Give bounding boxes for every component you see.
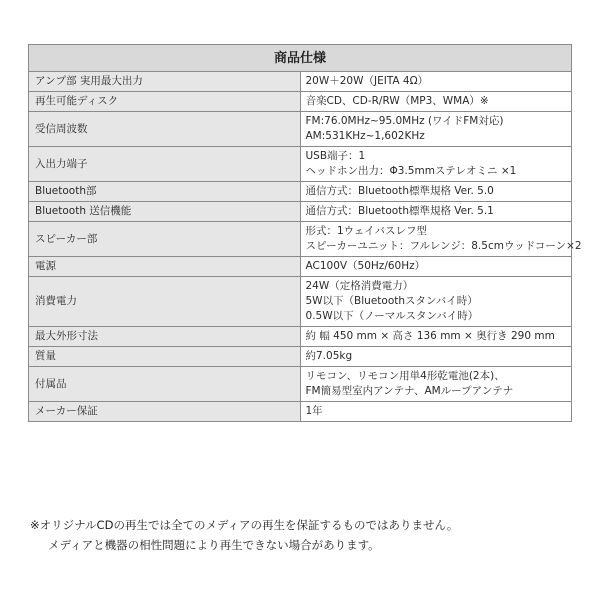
footnote: [30, 515, 575, 555]
footnote-line-2: メディアと機器の相性問題により再生できない場合があります。: [48, 538, 380, 552]
spec-row: [29, 222, 572, 257]
spec-row: [29, 327, 572, 347]
spec-value-line: 0.5W以下（ノーマルスタンバイ時）: [305, 310, 479, 322]
spec-label: Bluetooth 送信機能: [29, 202, 301, 222]
spec-label: メーカー保証: [29, 402, 301, 422]
spec-value: [300, 222, 582, 257]
spec-row: [29, 92, 572, 112]
footnote-line-1: ※オリジナルCDの再生では全てのメディアの再生を保証するものではありません。: [30, 518, 459, 532]
spec-table: [28, 44, 582, 422]
spec-value-line: USB端子：1: [305, 150, 366, 162]
spec-value-line: 1年: [305, 405, 323, 417]
spec-value-line: 通信方式：Bluetooth標準規格 Ver. 5.1: [305, 205, 494, 217]
spec-value-line: 約7.05kg: [305, 350, 353, 362]
spec-value: [300, 202, 572, 222]
spec-value-line: AC100V（50Hz/60Hz）: [305, 260, 426, 272]
spec-value-line: 通信方式：Bluetooth標準規格 Ver. 5.0: [305, 185, 494, 197]
spec-value: [300, 257, 572, 277]
spec-label: 付属品: [29, 367, 301, 402]
spec-row: [29, 347, 572, 367]
spec-row: [29, 402, 572, 422]
spec-value: [300, 182, 572, 202]
spec-label: 電源: [29, 257, 301, 277]
spec-row: [29, 277, 572, 327]
spec-row: [29, 72, 572, 92]
spec-value: [300, 347, 572, 367]
spec-label: 入出力端子: [29, 147, 301, 182]
spec-label: 最大外形寸法: [29, 327, 301, 347]
spec-value: [300, 92, 572, 112]
spec-label: アンプ部 実用最大出力: [29, 72, 301, 92]
spec-value-line: 約 幅 450 mm × 高さ 136 mm × 奥行き 290 mm: [305, 330, 555, 342]
spec-value-line: 5W以下（Bluetoothスタンバイ時）: [305, 295, 478, 307]
spec-row: [29, 367, 572, 402]
spec-row: [29, 182, 572, 202]
spec-row: [29, 257, 572, 277]
spec-row: [29, 147, 572, 182]
spec-value: [300, 277, 572, 327]
spec-label: 消費電力: [29, 277, 301, 327]
spec-table-title: 商品仕様: [29, 45, 572, 72]
spec-label: Bluetooth部: [29, 182, 301, 202]
spec-value: [300, 367, 572, 402]
spec-label: 再生可能ディスク: [29, 92, 301, 112]
spec-table-header-row: [29, 45, 572, 72]
spec-label: スピーカー部: [29, 222, 301, 257]
spec-row: [29, 112, 572, 147]
spec-value: [300, 402, 572, 422]
spec-row: [29, 202, 572, 222]
spec-value-line: FM簡易型室内アンテナ、AMループアンテナ: [305, 385, 514, 397]
spec-value-line: 24W（定格消費電力）: [305, 280, 414, 292]
spec-table-body: [29, 72, 582, 422]
spec-value-line: 音楽CD、CD‐R/RW（MP3、WMA）※: [305, 95, 489, 107]
spec-label: 質量: [29, 347, 301, 367]
spec-value: [300, 72, 572, 92]
spec-label: 受信周波数: [29, 112, 301, 147]
spec-value: [300, 327, 572, 347]
spec-value-line: 形式：1ウェイバスレフ型: [305, 225, 428, 237]
spec-value-line: スピーカーユニット：フルレンジ：8.5cmウッドコーン×2: [305, 240, 582, 252]
spec-value-line: ヘッドホン出力：Φ3.5mmステレオミニ ×1: [305, 165, 517, 177]
spec-value-line: 20W＋20W（JEITA 4Ω）: [305, 75, 429, 87]
spec-value-line: AM:531KHz~1,602KHz: [305, 130, 425, 142]
spec-value: [300, 147, 572, 182]
spec-value-line: リモコン、リモコン用単4形乾電池(2本)、: [305, 370, 505, 382]
spec-value: [300, 112, 572, 147]
spec-value-line: FM:76.0MHz~95.0MHz (ワイドFM対応): [305, 115, 504, 127]
